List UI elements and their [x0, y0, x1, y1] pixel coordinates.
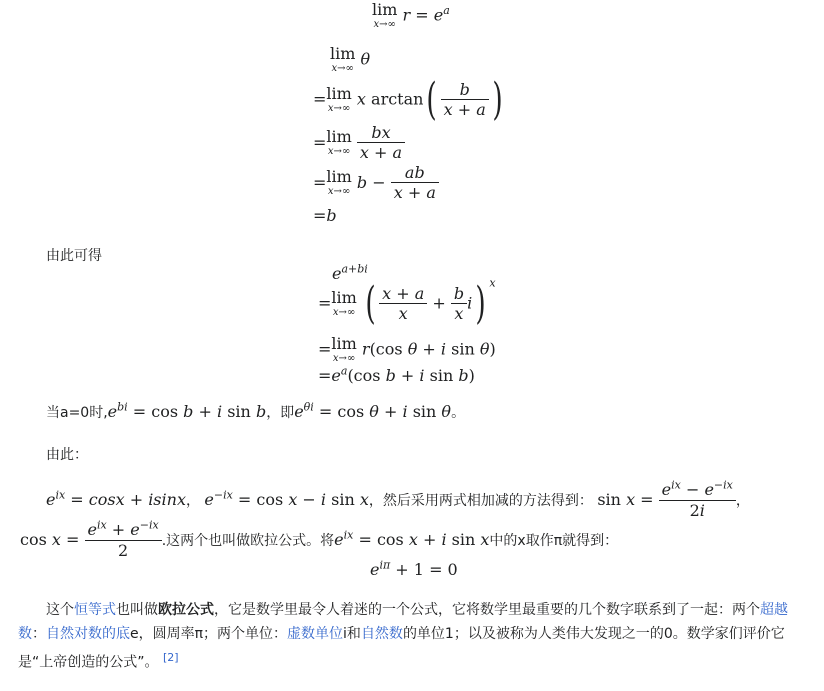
link-natural-log-base[interactable]: 自然对数的底 [46, 626, 130, 642]
text-hence: 由此可得 [46, 248, 102, 264]
equation-arctan-step: = lim x→∞ x arctan( $\frac{b}{x + a}$ ) [313, 74, 503, 125]
equation-limit-r: lim x→∞ $r = e^a$ [372, 0, 450, 30]
equation-result-b: =b [313, 206, 337, 225]
reference-link[interactable]: [2] [162, 651, 179, 664]
euler-paragraph: 这个恒等式也叫做欧拉公式，它是数学里最令人着迷的一个公式，它将数学里最重要的几个数字联系到了一起：两个超越数：自然对数的底e，圆周率π；两个单位：虚数单位i和自然数的单位1；以及被称为人类伟大发现之一的0。数学家们评价它是“上帝创造的公式”。 [2] [18, 602, 788, 671]
equation-ab-step: = lim x→∞ b − $\frac{ab}{x + a}$ [313, 164, 439, 203]
equation-e-a-bi: $e^{a+bi}$ [332, 262, 368, 283]
link-transcendental-number[interactable]: 超越数 [18, 602, 788, 642]
link-identity[interactable]: 恒等式 [74, 602, 116, 618]
equation-limit-power: = lim x→∞ ( $\frac{x + a}{x}$ + $\frac{b}{x}$ i) $^x$ [318, 276, 496, 329]
link-natural-number[interactable]: 自然数 [360, 626, 403, 642]
equation-polar-form: = lim x→∞ r(cos θ + i sin θ) [318, 334, 496, 364]
line-when-a-zero: 当a=0时$,e^{bi} = \cos b + i$ sin b，即$e^{\theta i} = \cos \theta + i$ sin θ。 [46, 400, 466, 421]
link-imaginary-unit[interactable]: 虚数单位 [287, 626, 344, 642]
equation-exp-form: $=e^a(\cos$ b + i sin b) [318, 364, 475, 385]
line-euler-sin: $e^{ix} = \cos x + isinx$， $e^{-ix} = \cos x - i$ sin x，然后采用两式相加减的方法得到： sin x = $\frac{e^{ix} - e^{-ix}}{2i}$ ， [46, 478, 750, 520]
line-euler-cos: cos x = $\frac{e^{ix} + e^{-ix}}{2}$ .这两个也叫做欧拉公式。将$e^{ix} = \cos x + i$ sin x中的x取作π就得到： [20, 518, 619, 560]
text-thus: 由此： [46, 447, 88, 463]
bold-euler-formula: 欧拉公式 [158, 602, 214, 618]
equation-bx-step: = lim x→∞ $\frac{bx}{x + a}$ [313, 124, 405, 163]
equation-euler-identity: $e^{i\pi} + 1 = 0$ [370, 558, 458, 579]
equation-limit-theta: lim x→∞ θ [330, 44, 371, 74]
